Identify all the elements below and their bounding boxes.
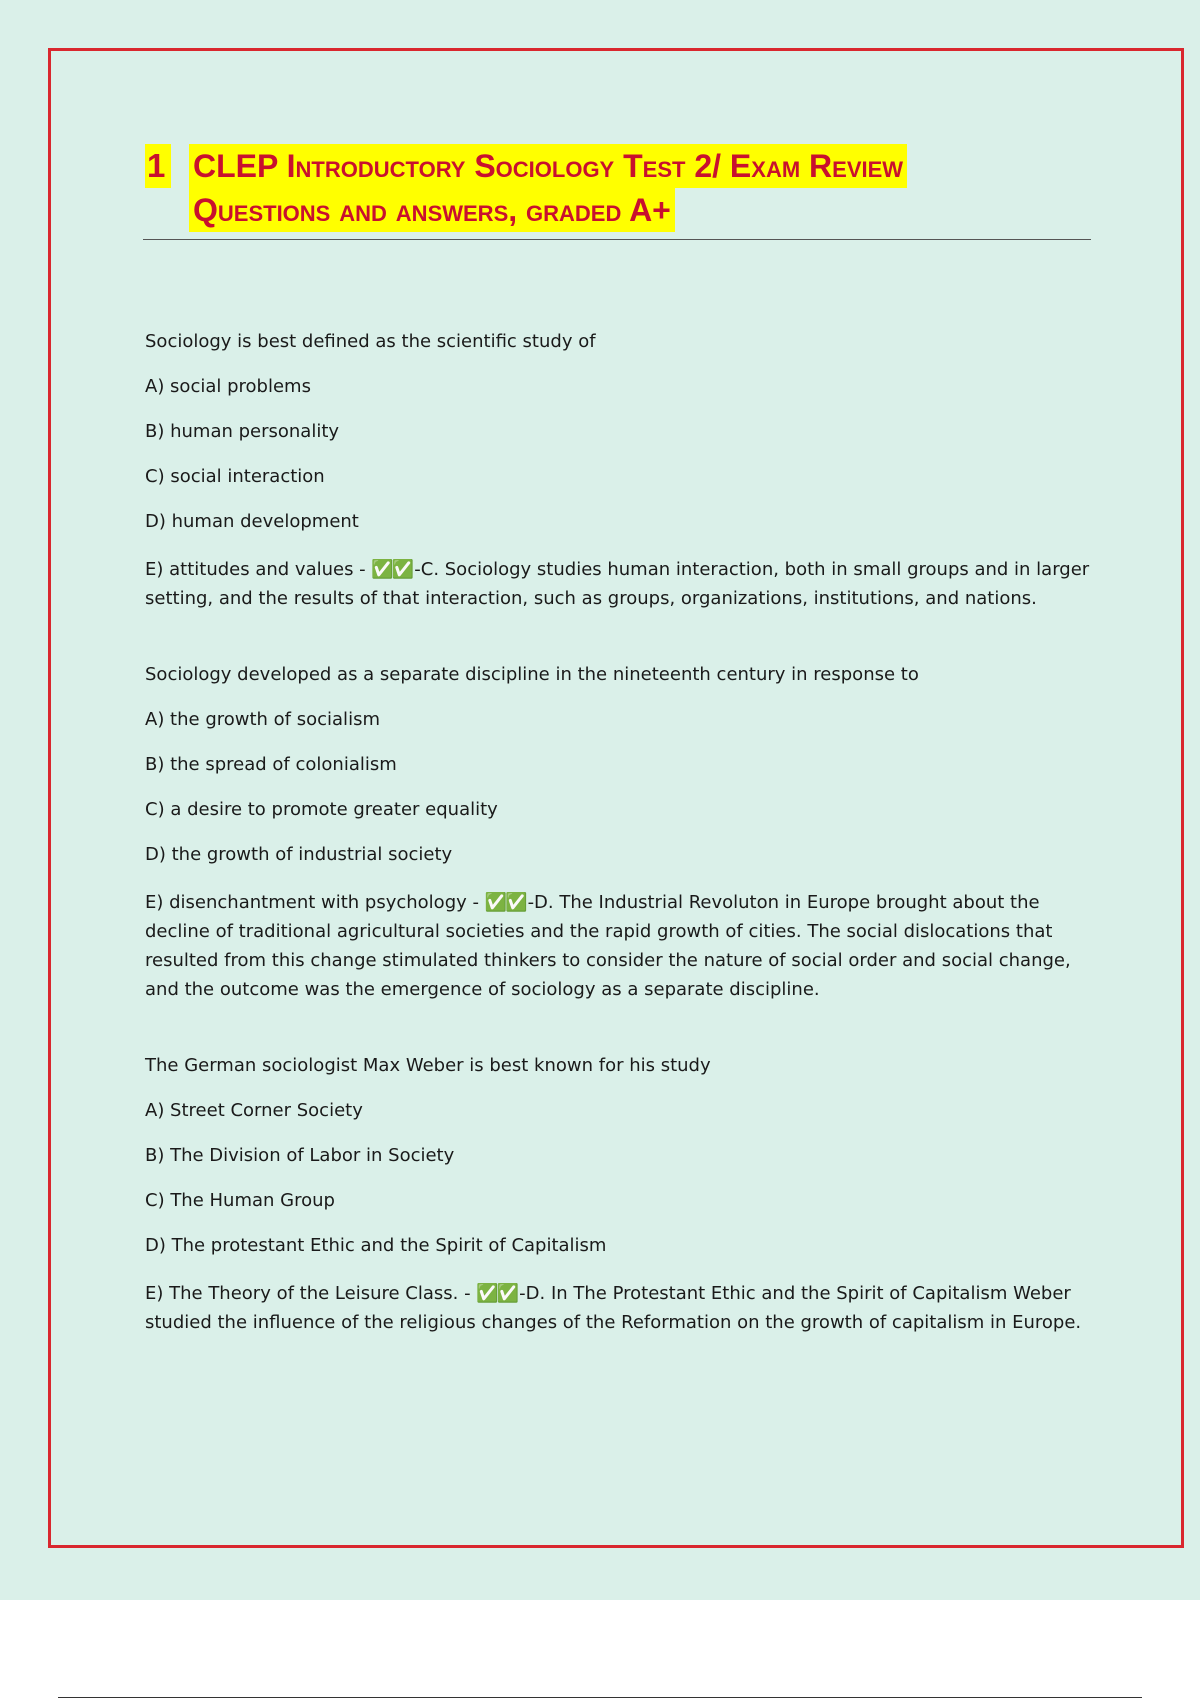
question-block-2 [145,663,1095,1004]
answer-explanation: -C. Sociology studies human interaction, both in small groups and in larger setting, and the results of that interaction, such as groups, organizations, institutions, and nations. [145,559,1090,609]
option-c: C) a desire to promote greater equality [145,799,498,820]
answer-explanation: -D. The Industrial Revoluton in Europe brought about the decline of traditional agricultural societies and the rapid growth of cities. The social dislocations that resulted from this change stimulated thinkers to consider the nature of social order and social change, and the outcome was the emergence of sociology as a separate discipline. [145,892,1071,1000]
option-e-with-answer [145,888,1095,1004]
option-e-with-answer [145,555,1095,613]
option-c: C) The Human Group [145,1190,335,1211]
option-a: A) social problems [145,376,311,397]
option-d: D) The protestant Ethic and the Spirit of Capitalism [145,1235,607,1256]
answer-explanation: -D. In The Protestant Ethic and the Spirit of Capitalism Weber studied the influence of the religious changes of the Reformation on the growth of capitalism in Europe. [145,1283,1082,1333]
option-b: B) the spread of colonialism [145,754,397,775]
question-text: The German sociologist Max Weber is best known for his study [145,1055,711,1076]
option-d: D) human development [145,511,359,532]
footer-divider [58,1697,1142,1698]
question-block-3 [145,1054,1095,1337]
heading-number: 1 [145,144,171,188]
document-body [145,330,1095,1387]
question-text: Sociology developed as a separate discipline in the nineteenth century in response to [145,664,919,685]
option-c: C) social interaction [145,466,325,487]
check-marks-icon: ✅✅ [484,892,526,913]
option-b: B) human personality [145,421,340,442]
option-d: D) the growth of industrial society [145,844,453,865]
question-text: Sociology is best defined as the scientific study of [145,331,596,352]
option-e: E) disenchantment with psychology - [145,892,479,913]
heading-title-line-2: Questions and answers, graded A+ [189,188,675,232]
option-b: B) The Division of Labor in Society [145,1145,455,1166]
option-a: A) the growth of socialism [145,709,380,730]
option-e: E) The Theory of the Leisure Class. - [145,1283,471,1304]
check-marks-icon: ✅✅ [371,559,413,580]
question-block-1 [145,330,1095,613]
option-a: A) Street Corner Society [145,1100,363,1121]
heading-title-line-1: CLEP Introductory Sociology Test 2/ Exam Review [189,144,907,188]
option-e: E) attitudes and values - [145,559,366,580]
document-heading [143,142,1091,240]
option-e-with-answer [145,1279,1095,1337]
check-marks-icon: ✅✅ [476,1283,518,1304]
